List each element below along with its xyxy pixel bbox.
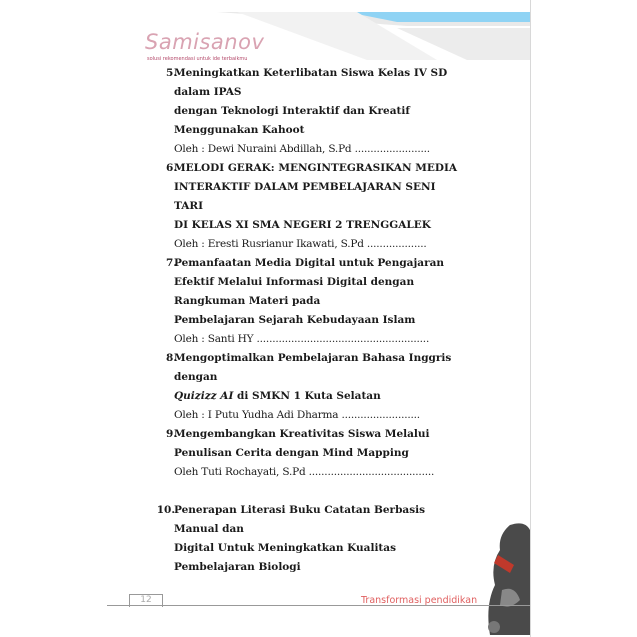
- entry-title-line: Pembelajaran Sejarah Kebudayaan Islam: [174, 314, 416, 326]
- entry-title-line: dengan Teknologi Interaktif dan Kreatif: [174, 105, 410, 117]
- toc-entry-10: [156, 501, 474, 577]
- running-title: Transformasi pendidikan: [361, 595, 478, 606]
- entry-number: 9.: [166, 428, 177, 440]
- entry-author: Oleh : Santi HY .......................................................: [174, 333, 430, 345]
- publisher-logo: [143, 26, 265, 66]
- entry-title-line: DI KELAS XI SMA NEGERI 2 TRENGGALEK: [174, 219, 431, 231]
- entry-number: 8.: [166, 352, 177, 364]
- toc-entry-8: [166, 349, 474, 425]
- toc-entry-9: [166, 425, 474, 482]
- entry-title-line: TARI: [174, 200, 204, 212]
- entry-title-line: dalam IPAS: [174, 86, 242, 98]
- entry-title-line: dengan: [174, 371, 218, 383]
- entry-title-line: Menggunakan Kahoot: [174, 124, 305, 136]
- figure-silhouette: [488, 523, 530, 635]
- entry-author: Oleh : I Putu Yudha Adi Dharma .........................: [174, 409, 420, 421]
- entry-title-line: Pembelajaran Biologi: [174, 561, 301, 573]
- entry-title-rest: di SMKN 1 Kuta Selatan: [233, 390, 381, 402]
- entry-number: 5.: [166, 67, 177, 79]
- entry-number: 10.: [156, 504, 175, 516]
- document-page: [107, 0, 531, 637]
- page-number: 12: [140, 595, 152, 605]
- entry-title-italic: Quizizz AI: [174, 390, 234, 402]
- entry-title-line: Rangkuman Materi pada: [174, 295, 321, 307]
- entry-number: 7.: [166, 257, 177, 269]
- entry-author: Oleh : Eresti Rusrianur Ikawati, S.Pd ...................: [174, 238, 427, 250]
- logo-text: Samisanov: [145, 30, 265, 54]
- toc-entry-6: [166, 159, 474, 254]
- spacer: [174, 482, 474, 501]
- figure-wheel: [488, 621, 500, 633]
- entry-title-line: INTERAKTIF DALAM PEMBELAJARAN SENI: [174, 181, 436, 193]
- toc-entry-7: [166, 254, 474, 349]
- entry-title-line: Mengembangkan Kreativitas Siswa Melalui: [174, 428, 430, 440]
- entry-title-line: Mengoptimalkan Pembelajaran Bahasa Inggris: [174, 352, 452, 364]
- entry-title-line: Manual dan: [174, 523, 244, 535]
- entry-title-line-mixed: [174, 387, 474, 406]
- decorative-figure: [480, 515, 530, 635]
- entry-title-line: MELODI GERAK: MENGINTEGRASIKAN MEDIA: [174, 162, 458, 174]
- toc-entry-5: [166, 64, 474, 159]
- entry-title-line: Penerapan Literasi Buku Catatan Berbasis: [174, 504, 426, 516]
- entry-author: Oleh : Dewi Nuraini Abdillah, S.Pd ........................: [174, 143, 430, 155]
- entry-title-line: Digital Untuk Meningkatkan Kualitas: [174, 542, 397, 554]
- table-of-contents: [156, 64, 474, 577]
- entry-title-line: Meningkatkan Keterlibatan Siswa Kelas IV SD: [174, 67, 448, 79]
- entry-title-line: Penulisan Cerita dengan Mind Mapping: [174, 447, 409, 459]
- entry-title-line: Pemanfaatan Media Digital untuk Pengajaran: [174, 257, 445, 269]
- logo-tagline: solusi rekomendasi untuk ide terbaikmu: [147, 56, 248, 62]
- entry-number: 6.: [166, 162, 177, 174]
- entry-title-line: Efektif Melalui Informasi Digital dengan: [174, 276, 415, 288]
- entry-author: Oleh Tuti Rochayati, S.Pd ........................................: [174, 466, 435, 478]
